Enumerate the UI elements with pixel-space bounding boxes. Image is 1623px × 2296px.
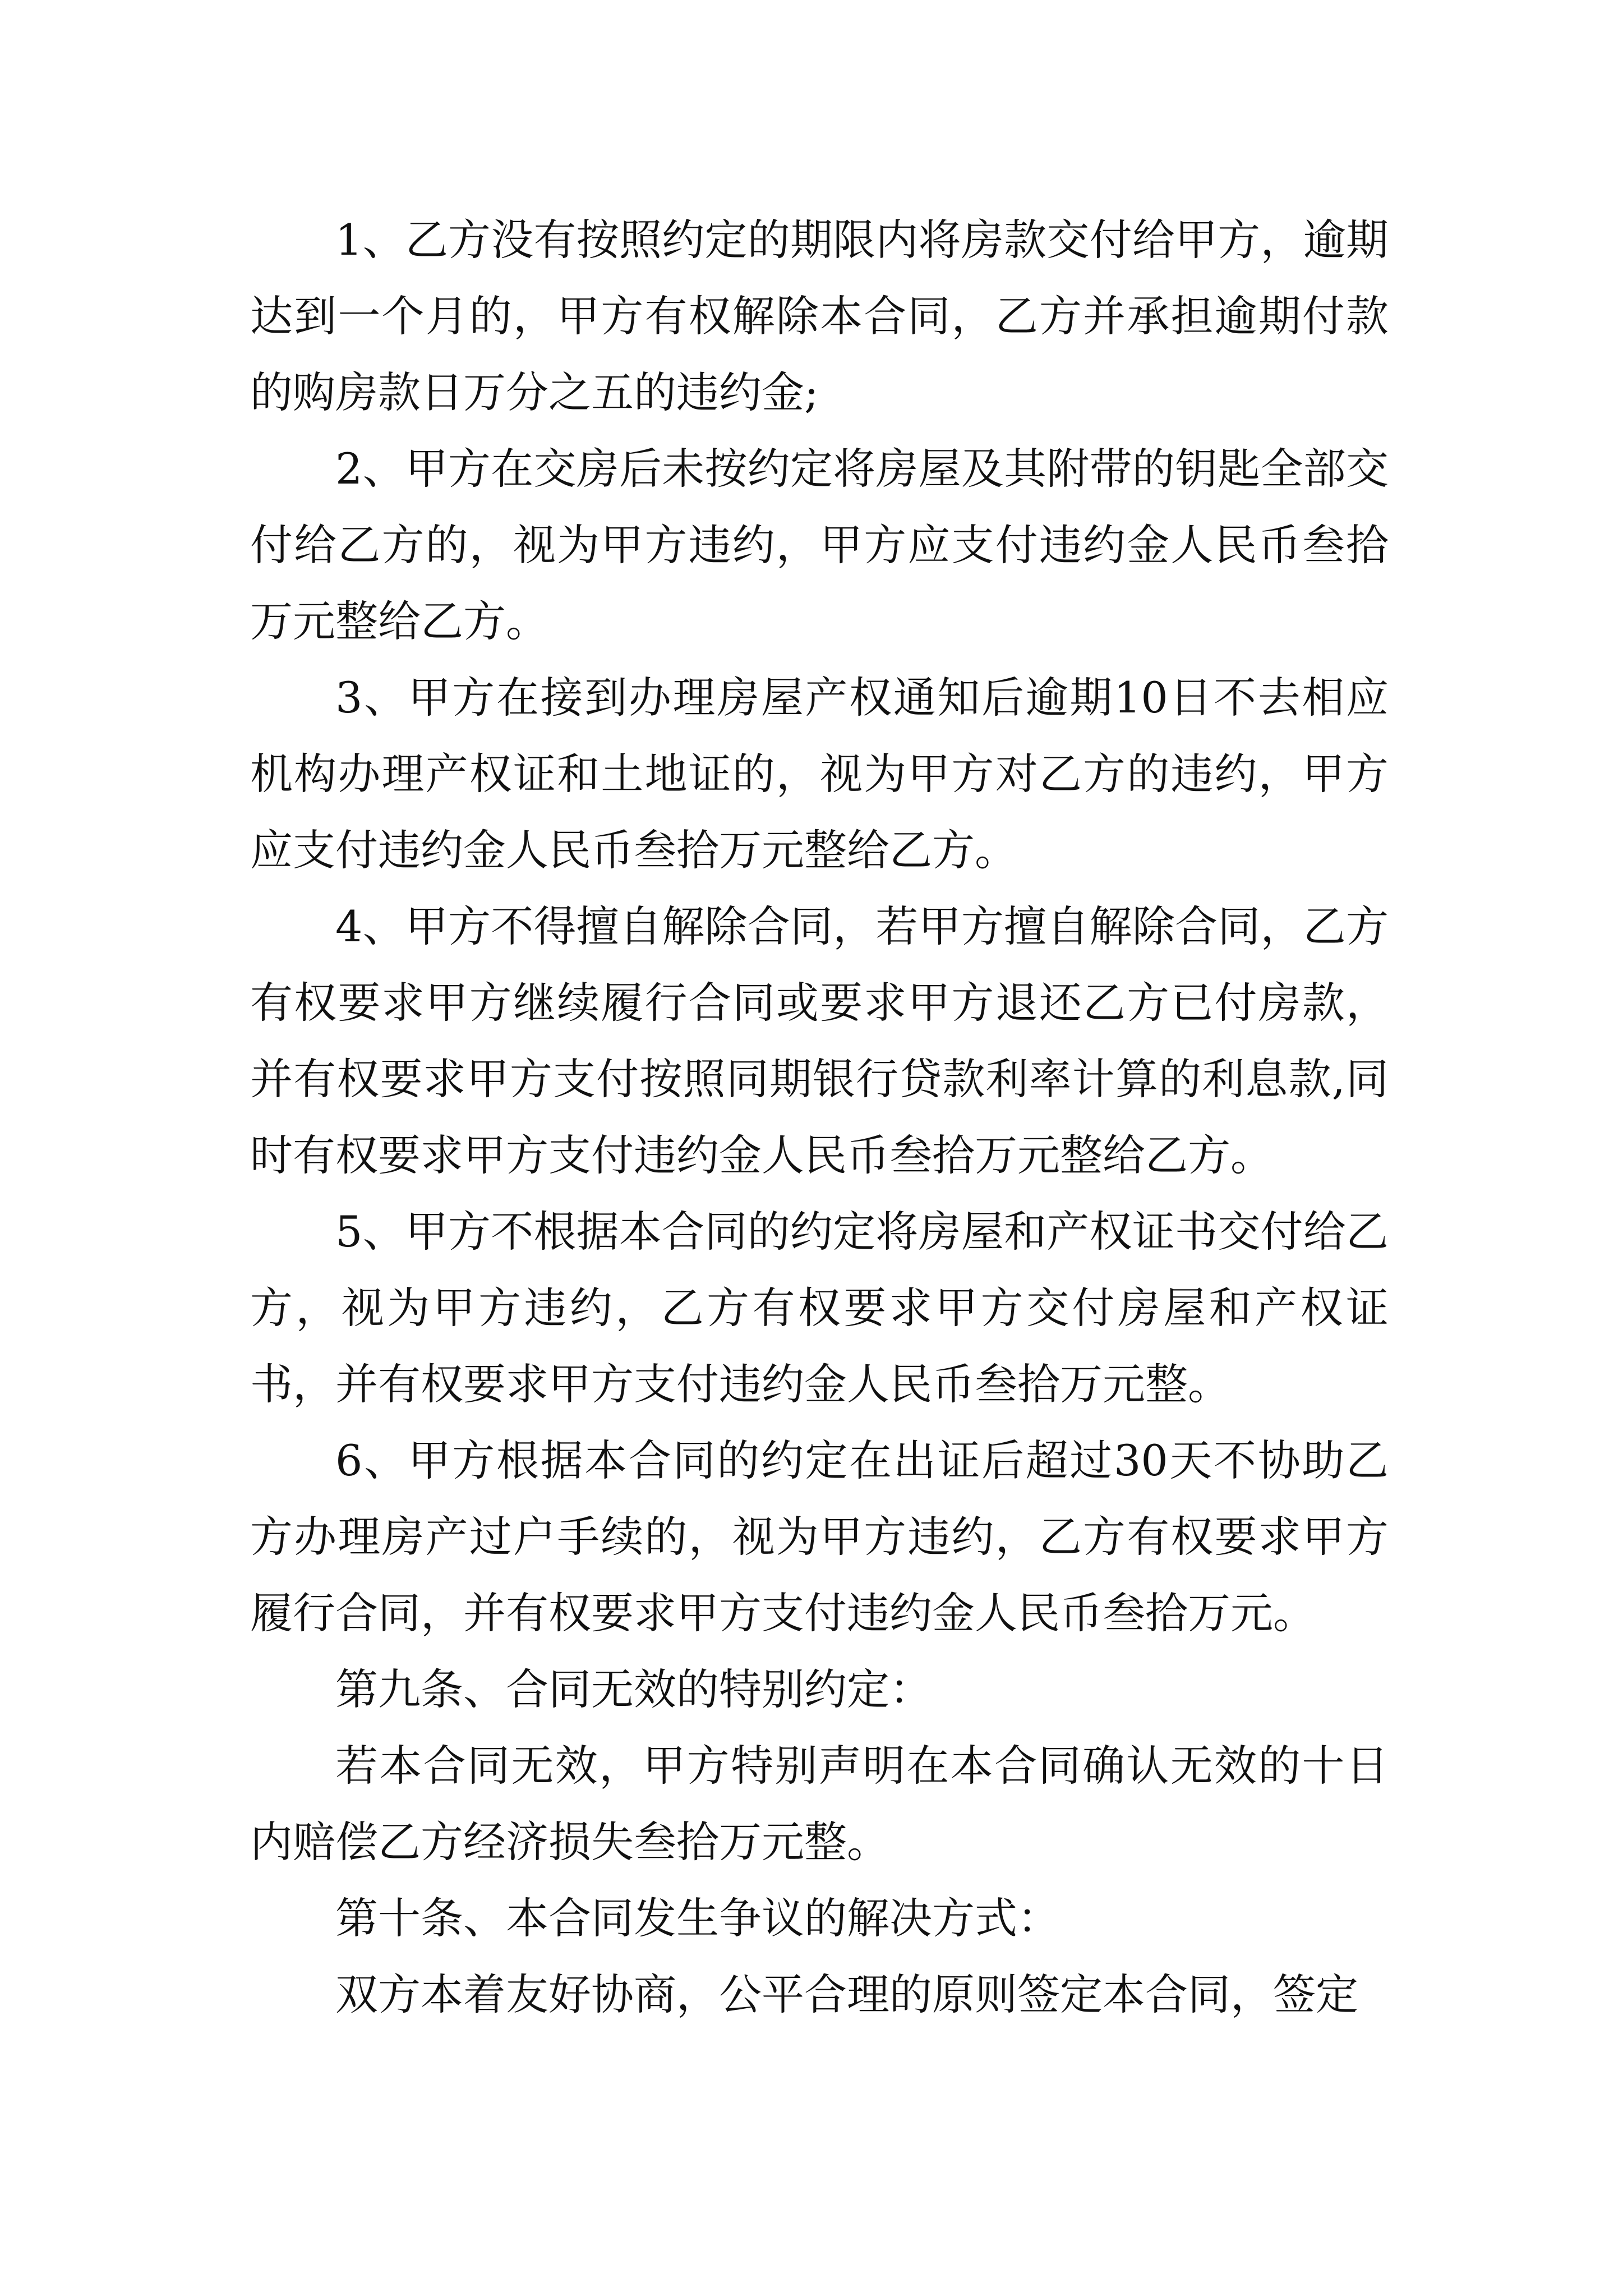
- clause-1-paragraph: 1、乙方没有按照约定的期限内将房款交付给甲方，逾期达到一个月的，甲方有权解除本合同，乙方并承担逾期付款的购房款日万分之五的违约金;: [250, 215, 1389, 417]
- clause-5-paragraph: 5、甲方不根据本合同的约定将房屋和产权证书交付给乙方，视为甲方违约，乙方有权要求甲方交付房屋和产权证书，并有权要求甲方支付违约金人民币叁拾万元整。: [250, 1207, 1389, 1409]
- document-page: [250, 202, 1389, 2033]
- article-10-paragraph: 双方本着友好协商，公平合理的原则签定本合同，签定: [335, 1970, 1358, 2019]
- article-9-heading: 第九条、合同无效的特别约定：: [335, 1664, 932, 1714]
- clause-2-paragraph: 2、甲方在交房后未按约定将房屋及其附带的钥匙全部交付给乙方的，视为甲方违约，甲方应支付违约金人民币叁拾万元整给乙方。: [250, 444, 1389, 646]
- article-10-heading: 第十条、本合同发生争议的解决方式：: [335, 1893, 1060, 1943]
- clause-4-paragraph: 4、甲方不得擅自解除合同，若甲方擅自解除合同，乙方有权要求甲方继续履行合同或要求甲方退还乙方已付房款，并有权要求甲方支付按照同期银行贷款利率计算的利息款,同时有权要求甲方支付违约金人民币叁拾万元整给乙方。: [250, 901, 1389, 1180]
- clause-6-paragraph: 6、甲方根据本合同的约定在出证后超过30天不协助乙方办理房产过户手续的，视为甲方违约，乙方有权要求甲方履行合同，并有权要求甲方支付违约金人民币叁拾万元。: [250, 1435, 1389, 1638]
- clause-3-paragraph: 3、甲方在接到办理房屋产权通知后逾期10日不去相应机构办理产权证和土地证的，视为甲方对乙方的违约，甲方应支付违约金人民币叁拾万元整给乙方。: [250, 673, 1389, 875]
- article-9-paragraph: 若本合同无效，甲方特别声明在本合同确认无效的十日内赔偿乙方经济损失叁拾万元整。: [250, 1741, 1389, 1867]
